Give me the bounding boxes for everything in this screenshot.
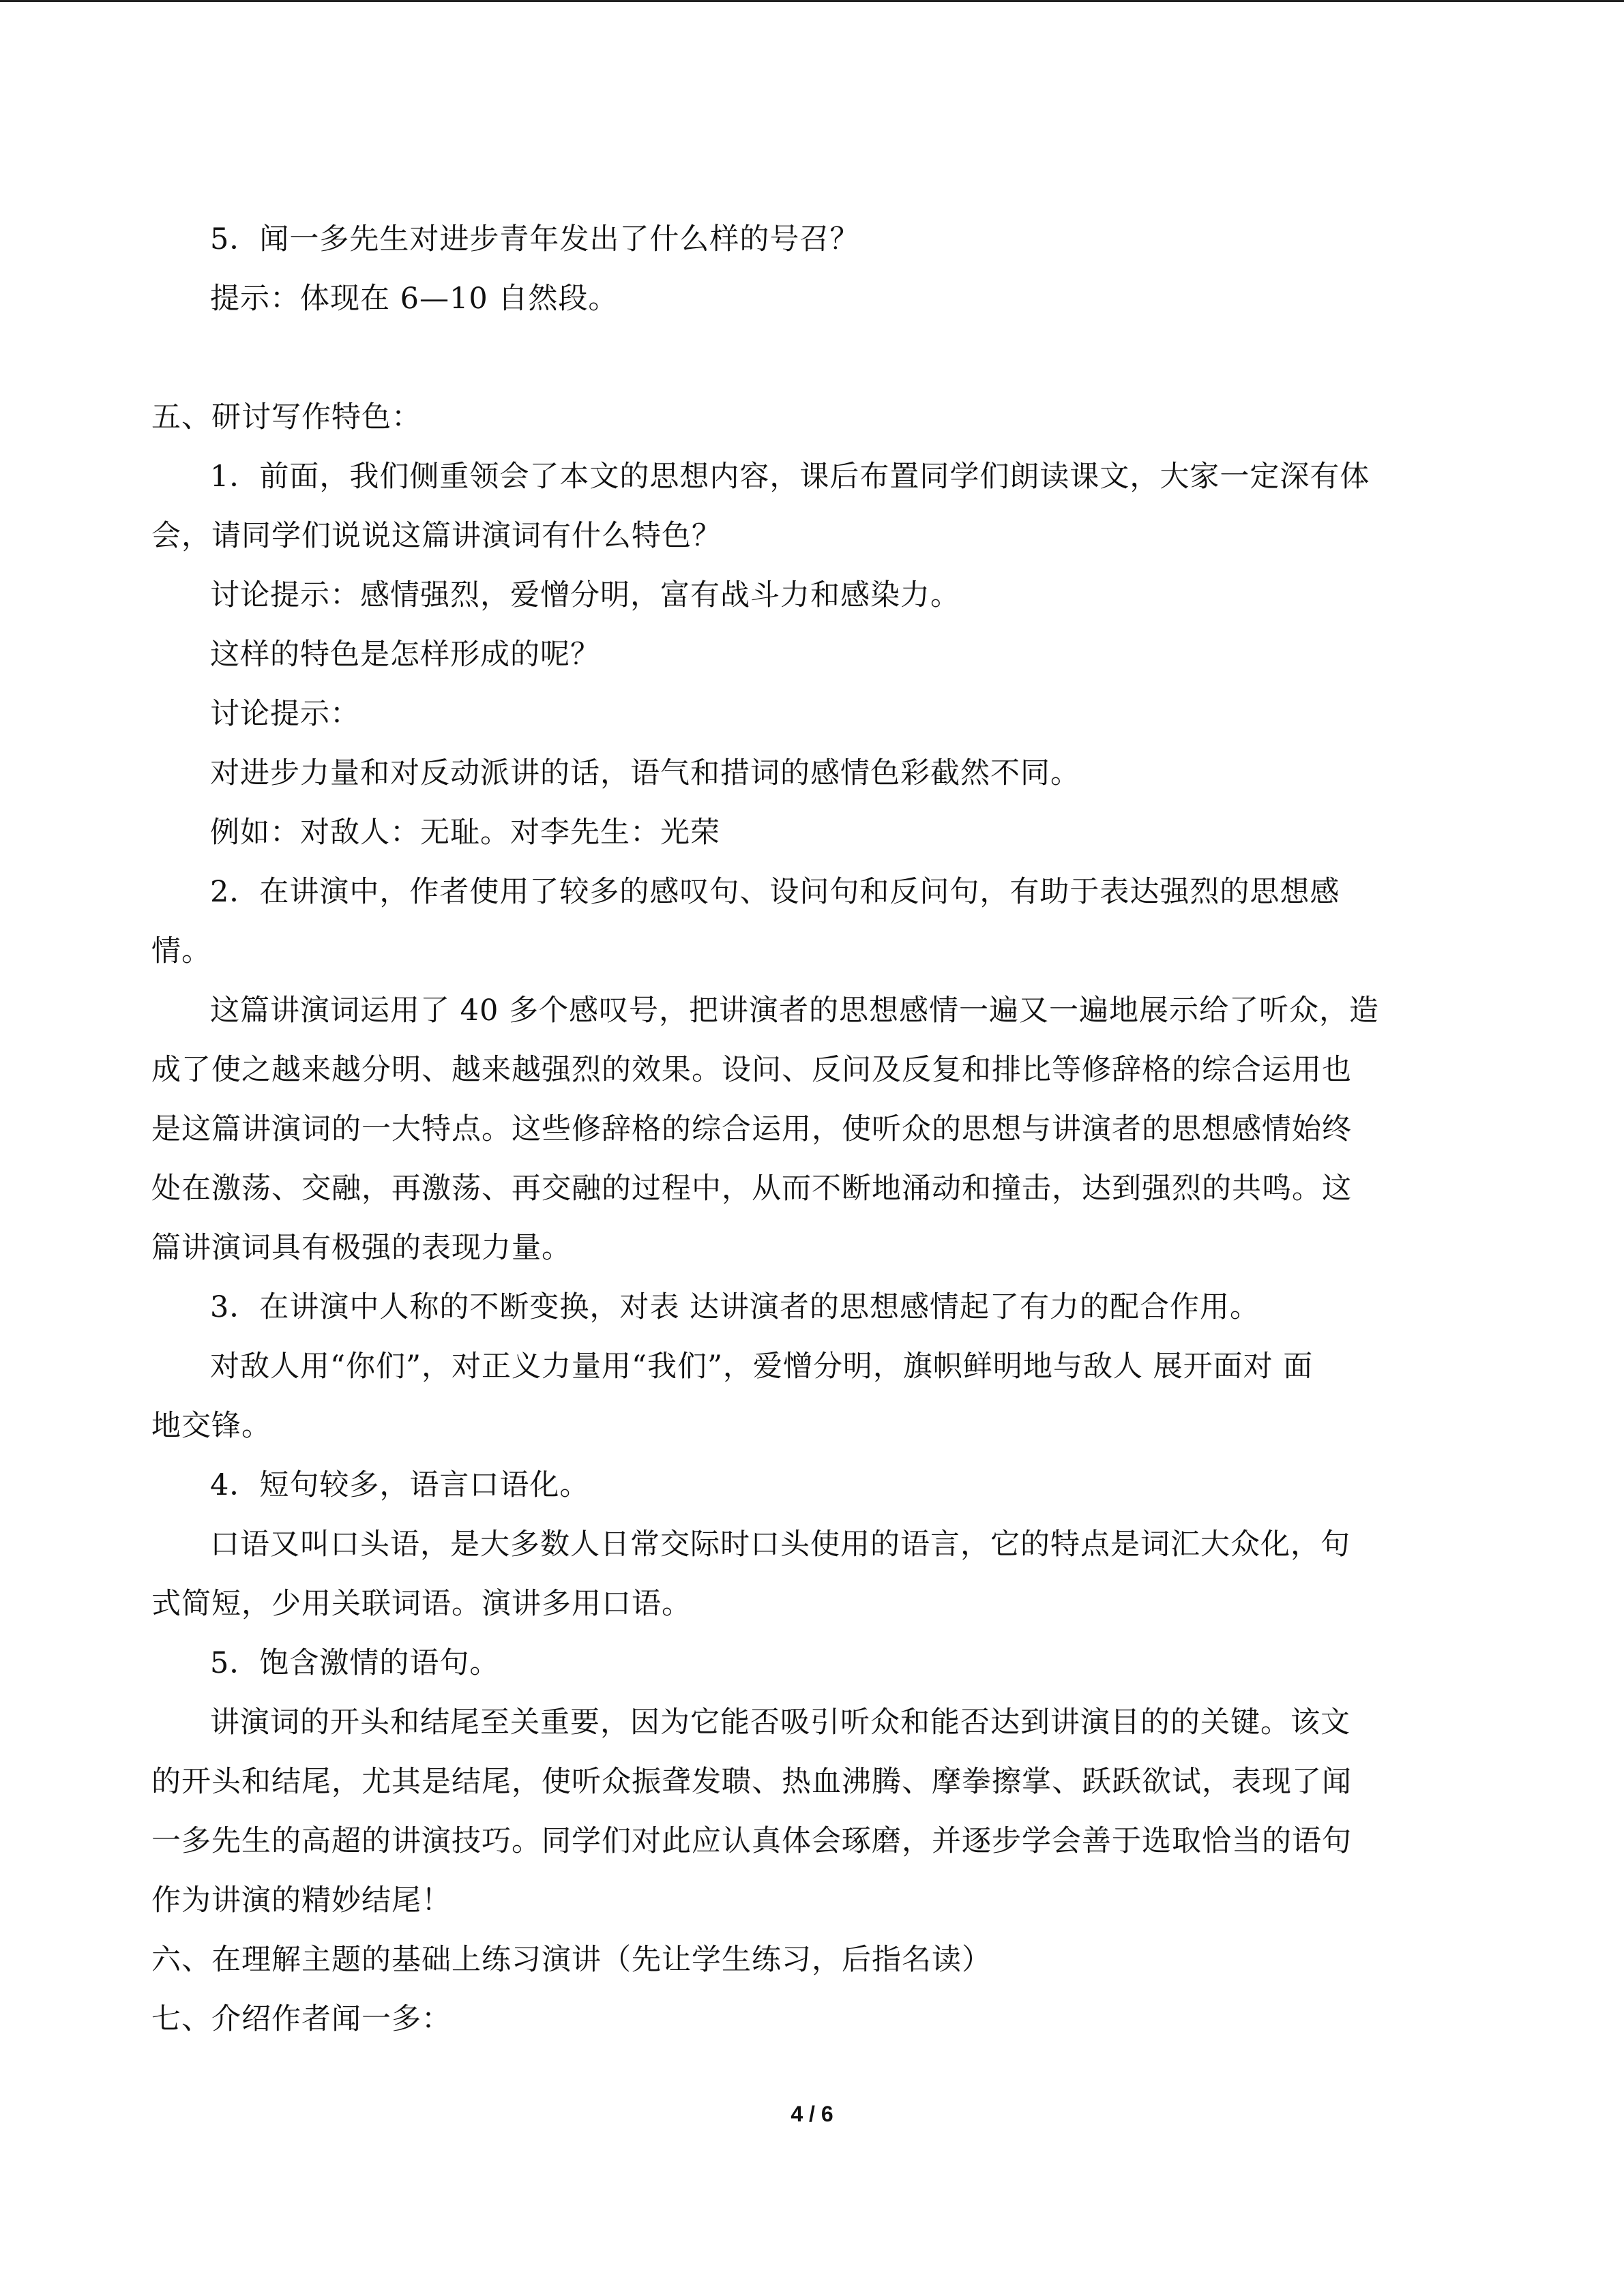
paragraph-line: 处在激荡、交融，再激荡、再交融的过程中，从而不断地涌动和撞击，达到强烈的共鸣。这 — [151, 1172, 1352, 1206]
paragraph-line: 3．在讲演中人称的不断变换，对表 达讲演者的思想感情起了有力的配合作用。 — [210, 1290, 1260, 1324]
paragraph-line: 作为讲演的精妙结尾！ — [151, 1883, 452, 1918]
paragraph-line: 篇讲演词具有极强的表现力量。 — [151, 1231, 572, 1265]
paragraph-line: 例如：对敌人：无耻。对李先生：光荣 — [210, 816, 720, 850]
paragraph-line: 1．前面，我们侧重领会了本文的思想内容，课后布置同学们朗读课文，大家一定深有体 — [210, 460, 1370, 494]
paragraph-line: 4．短句较多，语言口语化。 — [210, 1468, 590, 1502]
paragraph-line: 情。 — [151, 934, 211, 968]
paragraph-line: 会，请同学们说说这篇讲演词有什么特色？ — [151, 519, 722, 553]
paragraph-line: 成了使之越来越分明、越来越强烈的效果。设问、反问及反复和排比等修辞格的综合运用也 — [151, 1053, 1352, 1087]
paragraph-line: 式简短，少用关联词语。演讲多用口语。 — [151, 1587, 692, 1621]
paragraph-line: 的开头和结尾，尤其是结尾，使听众振聋发聩、热血沸腾、摩拳擦掌、跃跃欲试，表现了闻 — [151, 1765, 1352, 1799]
paragraph-line: 这篇讲演词运用了 40 多个感叹号，把讲演者的思想感情一遍又一遍地展示给了听众，造 — [210, 994, 1380, 1028]
page-top-border — [0, 0, 1624, 2]
paragraph-line: 地交锋。 — [151, 1409, 271, 1443]
hint-line: 提示：体现在 6—10 自然段。 — [210, 282, 619, 316]
paragraph-line: 讨论提示： — [210, 697, 360, 731]
paragraph-line: 一多先生的高超的讲演技巧。同学们对此应认真体会琢磨，并逐步学会善于选取恰当的语句 — [151, 1824, 1352, 1858]
section-6-heading: 六、在理解主题的基础上练习演讲（先让学生练习，后指名读） — [151, 1943, 992, 1977]
paragraph-line: 5．饱含激情的语句。 — [210, 1646, 500, 1680]
section-7-heading: 七、介绍作者闻一多： — [151, 2002, 452, 2036]
blank-spacer — [151, 329, 1475, 388]
section-5-heading: 五、研讨写作特色： — [151, 400, 422, 434]
paragraph-line: 讲演词的开头和结尾至关重要，因为它能否吸引听众和能否达到讲演目的的关键。该文 — [210, 1705, 1350, 1740]
paragraph-line: 讨论提示：感情强烈，爱憎分明，富有战斗力和感染力。 — [210, 578, 960, 612]
paragraph-line: 对进步力量和对反动派讲的话，语气和措词的感情色彩截然不同。 — [210, 756, 1080, 790]
page-number: 4 / 6 — [791, 2102, 833, 2126]
paragraph-line: 2．在讲演中，作者使用了较多的感叹句、设问句和反问句，有助于表达强烈的思想感 — [210, 875, 1340, 909]
paragraph-line: 这样的特色是怎样形成的呢？ — [210, 638, 600, 672]
paragraph-line: 是这篇讲演词的一大特点。这些修辞格的综合运用，使听众的思想与讲演者的思想感情始终 — [151, 1112, 1352, 1146]
document-body — [151, 210, 1475, 2049]
paragraph-line: 对敌人用“你们”，对正义力量用“我们”，爱憎分明，旗帜鲜明地与敌人 展开面对 面 — [210, 1350, 1314, 1384]
paragraph-line: 口语又叫口头语，是大多数人日常交际时口头使用的语言，它的特点是词汇大众化，句 — [210, 1527, 1350, 1562]
question-5-line: 5．闻一多先生对进步青年发出了什么样的号召？ — [210, 222, 860, 256]
